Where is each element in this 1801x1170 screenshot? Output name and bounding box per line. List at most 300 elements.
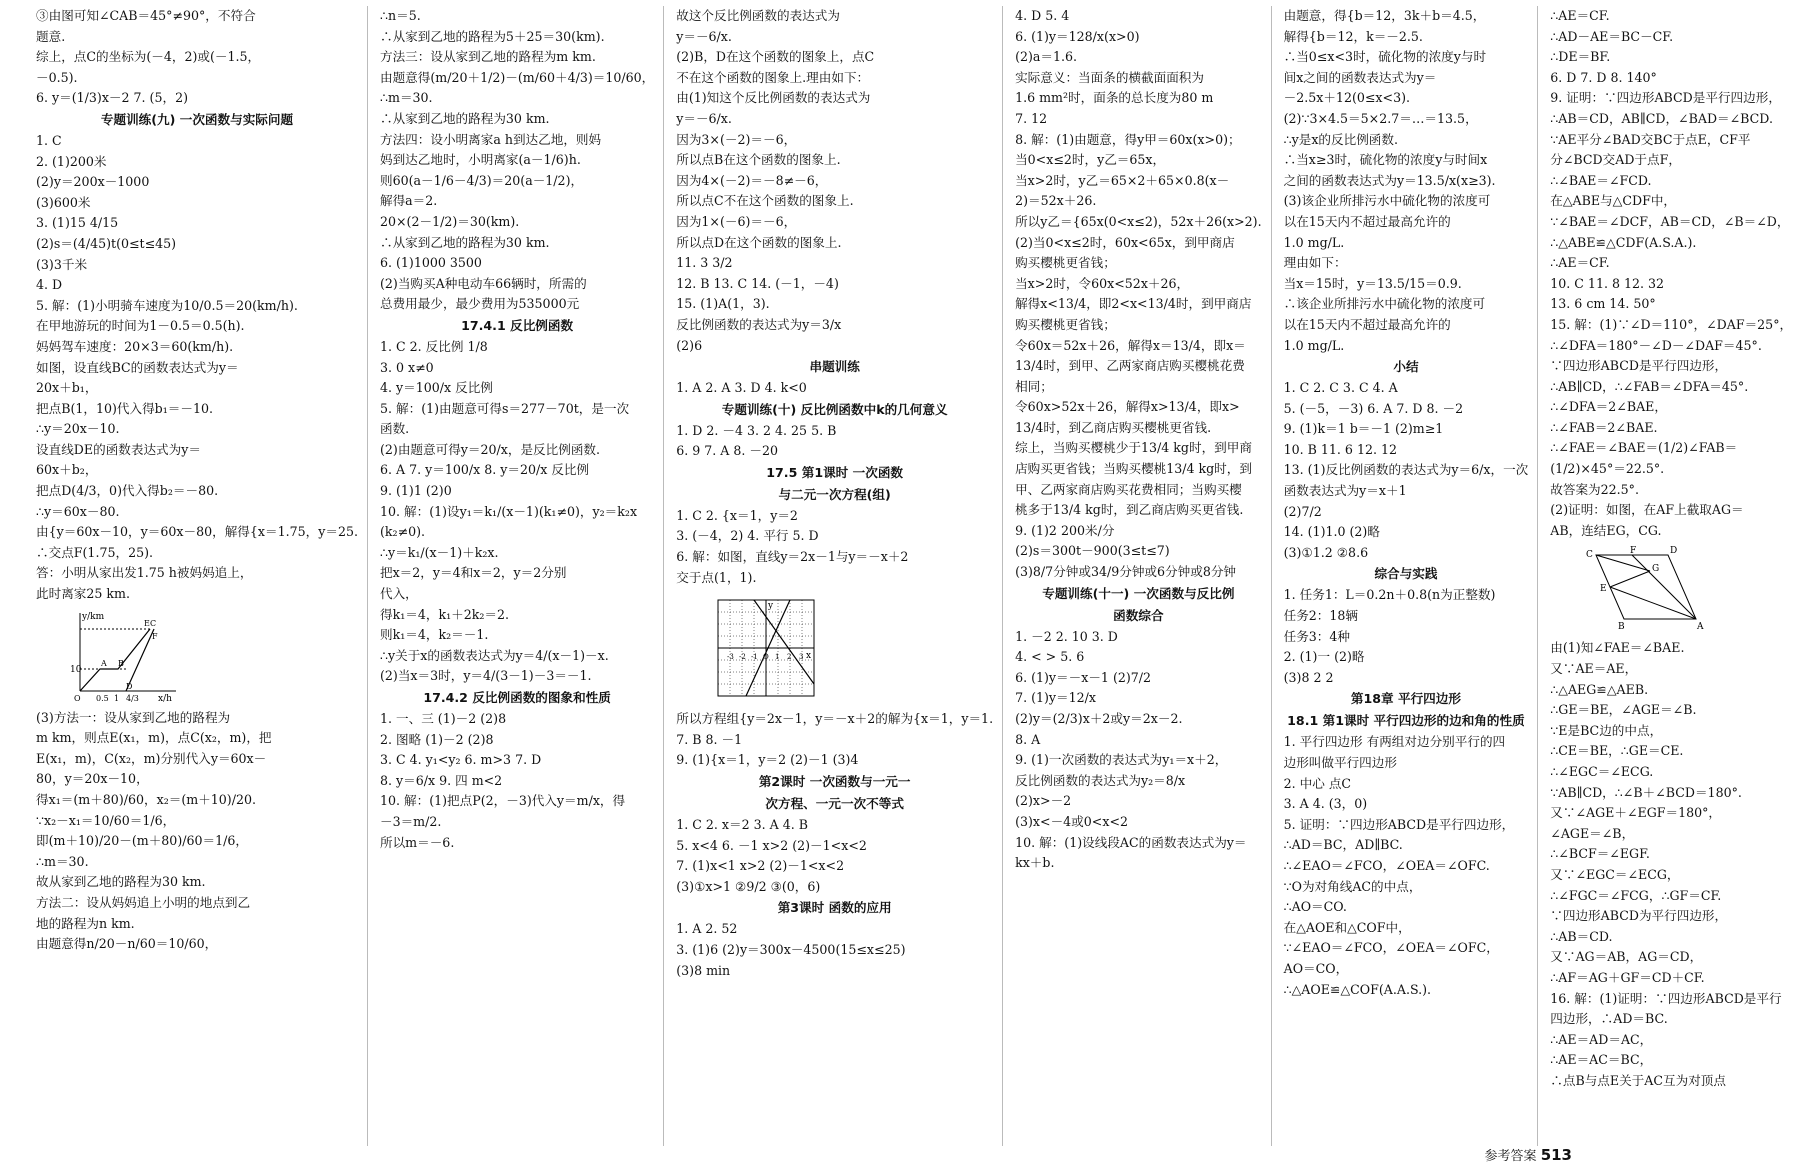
answer-line: E(x₁，m)，C(x₂，m)分别代入y＝60x－ <box>36 750 267 766</box>
section-heading: 18.1 第1课时 平行四边形的边和角的性质 <box>1287 713 1525 729</box>
answer-line: －3＝m/2. <box>379 813 442 829</box>
page-footer <box>1485 1145 1572 1164</box>
answer-line: 因为4×(－2)＝－8≠－6， <box>676 172 828 188</box>
answer-line: 1. A 2. 52 <box>676 921 738 937</box>
answer-line: 方法三：设从家到乙地的路程为m km. <box>379 49 596 65</box>
answer-column <box>1537 6 1801 1146</box>
answer-line: 则k₁＝4，k₂＝－1. <box>379 627 489 643</box>
section-heading: 串题训练 <box>809 359 860 375</box>
grid-tick: 3 <box>799 653 804 662</box>
answer-line: 20×(2－1/2)＝30(km). <box>379 213 520 229</box>
distance-time-graph <box>70 609 180 704</box>
answer-line: ∴y关于x的函数表达式为y＝4/(x－1)－x. <box>379 647 609 663</box>
answer-line: 当0<x≤2时，y乙＝65x， <box>1015 152 1166 168</box>
answer-line: ∵四边形ABCD为平行四边形， <box>1550 908 1728 924</box>
answer-line: 店购买更省钱；当购买樱桃13/4 kg时，到 <box>1015 461 1252 477</box>
answer-line: 总费用最少，最少费用为535000元 <box>379 296 580 312</box>
grid-tick: 1 <box>775 653 780 662</box>
answer-line: 15. (1)A(1，3). <box>676 296 770 312</box>
answer-line: 所以方程组{y＝2x－1，y＝－x＋2的解为{x＝1，y＝1. <box>676 711 994 727</box>
answer-line: ∴AO＝CO. <box>1283 899 1347 915</box>
answer-line: (2)当0<x≤2时，60x<65x，到甲商店 <box>1015 234 1235 250</box>
answer-line: 又∵∠EGC＝∠ECG， <box>1550 866 1680 882</box>
answer-line: 综上，当购买樱桃少于13/4 kg时，到甲商 <box>1015 440 1252 456</box>
graph-x-tick: 0.5 <box>96 693 109 703</box>
answer-line: (3)8 min <box>676 962 731 978</box>
answer-line: (2)6 <box>676 337 703 353</box>
answer-line: 在△ABE与△CDF中， <box>1550 193 1677 209</box>
answer-line: 3. (1)6 (2)y＝300x－4500(15≤x≤25) <box>676 942 906 957</box>
answer-line: (2)s＝300t－900(3≤t≤7) <box>1015 543 1170 559</box>
answer-line: －0.5). <box>36 69 78 85</box>
answer-line: 16. 解：(1)证明：∵四边形ABCD是平行 <box>1550 990 1782 1006</box>
answer-line: (3)方法一：设从家到乙地的路程为 <box>36 709 231 725</box>
section-heading: 综合与实践 <box>1374 566 1438 582</box>
segment-cg <box>1596 555 1650 571</box>
answer-line: ∴AB∥CD，∴∠FAB＝∠DFA＝45°. <box>1550 378 1749 394</box>
answer-line: 13/4时，到甲、乙两家商店购买樱桃花费 <box>1015 358 1245 374</box>
answer-line: 又∵AG＝AB，AG＝CD， <box>1550 949 1703 965</box>
answer-line: ∴AE＝CF. <box>1550 8 1610 23</box>
figure <box>710 592 993 705</box>
answer-line: ∵AE平分∠BAD交BC于点E，CF平 <box>1550 131 1751 147</box>
answer-line: 15. 解：(1)∵∠D＝110°，∠DAF＝25°， <box>1550 316 1793 332</box>
section-heading: 专题训练(九) 一次函数与实际问题 <box>100 111 294 127</box>
section-heading: 第2课时 一次函数与一元一 <box>758 774 911 790</box>
answer-line: 10. 解：(1)设线段AC的函数表达式为y＝ <box>1015 834 1247 850</box>
answer-line: 4. D 5. 4 <box>1015 8 1070 23</box>
answer-line: 设直线DE的函数表达式为y＝ <box>36 441 201 457</box>
answer-line: 方法二：设从妈妈追上小明的地点到乙 <box>36 894 251 910</box>
answer-line: AO＝CO， <box>1283 960 1349 976</box>
figure <box>70 609 358 704</box>
parallelogram-point-label: B <box>1618 622 1625 633</box>
answer-line: 3. (－4，2) 4. 平行 5. D <box>676 528 819 544</box>
answer-line: ∴m＝30. <box>36 853 89 869</box>
answer-line: (3)该企业所排污水中硫化物的浓度可 <box>1283 193 1491 209</box>
answer-line: (2)x>－2 <box>1015 793 1072 809</box>
answer-line: 1. 任务1：L＝0.2n＋0.8(n为正整数) <box>1283 587 1496 603</box>
answer-line: 10. C 11. 8 12. 32 <box>1550 275 1665 291</box>
answer-line: 得x₁＝(m＋80)/60，x₂＝(m＋10)/20. <box>36 792 256 807</box>
answer-line: ∴从家到乙地的路程为5＋25＝30(km). <box>379 28 605 44</box>
answer-line: (3)3千米 <box>36 256 88 272</box>
graph-point-label: C <box>150 618 157 628</box>
answer-column <box>367 6 663 1146</box>
answer-line: ∵x₂－x₁＝10/60＝1/6， <box>36 812 176 828</box>
answer-line: 10. 解：(1)把点P(2，－3)代入y＝m/x，得 <box>379 793 626 809</box>
answer-line: ∴AF＝AG＋GF＝CD＋CF. <box>1550 969 1705 985</box>
answer-line: 实际意义：当面条的横截面面积为 <box>1015 69 1204 85</box>
parallelogram-figure <box>1584 545 1704 631</box>
answer-line: 1. －2 2. 10 3. D <box>1015 628 1118 644</box>
answer-line: 5. (－5，－3) 6. A 7. D 8. －2 <box>1283 400 1464 416</box>
answer-line: －2.5x＋12(0≤x<3). <box>1283 90 1411 106</box>
answer-line: 题意. <box>36 28 66 44</box>
answer-line: 1.0 mg/L. <box>1283 234 1345 250</box>
answer-line: 所以m＝－6. <box>379 834 455 850</box>
answer-line: 令60x＝52x＋26，解得x＝13/4，即x＝ <box>1015 337 1246 353</box>
answer-line: 2. 中心 点C <box>1283 775 1352 791</box>
grid-tick: -1 <box>751 653 759 662</box>
answer-line: 购买樱桃更省钱； <box>1015 316 1116 332</box>
answer-line: 甲、乙两家商店购买花费相同；当购买樱 <box>1015 481 1242 497</box>
answer-line: 6. 9 7. A 8. －20 <box>676 443 779 459</box>
answer-line: (3)8/7分钟或34/9分钟或6分钟或8分钟 <box>1015 564 1237 580</box>
answer-line: ∴△AEG≌△AEB. <box>1550 681 1649 697</box>
answer-line: 1. 一、三 (1)－2 (2)8 <box>379 711 507 726</box>
answer-line: 妈到达乙地时，小明离家(a－1/6)h. <box>379 152 581 168</box>
answer-line: ∵四边形ABCD是平行四边形， <box>1550 358 1728 374</box>
answer-line: 函数表达式为y＝x＋1 <box>1283 483 1407 499</box>
answer-line: 7. 12 <box>1015 110 1048 126</box>
answer-line: 60x＋b₂， <box>36 462 98 478</box>
answer-line: 1. D 2. －4 3. 2 4. 25 5. B <box>676 422 837 438</box>
answer-line: 4. < > 5. 6 <box>1015 649 1085 665</box>
answer-line: 1. C <box>36 132 62 148</box>
answer-line: 20x＋b₁， <box>36 380 98 396</box>
answer-line: ∴GE＝BE，∠AGE＝∠B. <box>1550 702 1697 718</box>
answer-line: ∴AE＝CF. <box>1550 255 1610 271</box>
answer-line: 2. (1)一 (2)略 <box>1283 649 1365 665</box>
graph-x-tick: 4/3 <box>126 693 139 703</box>
answer-line: y＝－6/x. <box>676 110 732 126</box>
answer-line: 9. 证明：∵四边形ABCD是平行四边形， <box>1550 90 1781 106</box>
answer-line: 地的路程为n km. <box>36 915 135 931</box>
answer-line: (2)B，D在这个函数的图象上，点C <box>676 49 875 65</box>
answer-line: 7. (1)x<1 x>2 (2)－1<x<2 <box>676 858 845 874</box>
answer-line: 把点B(1，10)代入得b₁＝－10. <box>36 400 214 416</box>
answer-line: 因为1×(－6)＝－6， <box>676 213 797 229</box>
graph-point-label: D <box>126 681 133 691</box>
answer-line: 5. x<4 6. －1 x>2 (2)－1<x<2 <box>676 837 867 853</box>
answer-line: ∠AGE＝∠B， <box>1550 825 1635 841</box>
answer-column <box>8 6 367 1146</box>
answer-line: 2. (1)200米 <box>36 153 107 169</box>
answer-line: 任务2：18辆 <box>1283 608 1359 624</box>
answer-line: 即(m＋10)/20－(m＋80)/60＝1/6， <box>36 833 248 849</box>
answer-line: ∴AD＝BC，AD∥BC. <box>1283 837 1403 853</box>
answer-line: ∴AB＝CD. <box>1550 928 1613 944</box>
answer-line: 4. y＝100/x 反比例 <box>379 380 493 396</box>
answer-line: (2)当x＝3时，y＝4/(3－1)－3＝－1. <box>379 668 592 684</box>
footer-label: 参考答案 <box>1484 1149 1537 1164</box>
answer-line: (3)①1.2 ②8.6 <box>1283 544 1369 560</box>
section-heading: 函数综合 <box>1113 607 1164 623</box>
answer-line: (2)证明：如图，在AF上截取AG＝ <box>1550 502 1744 518</box>
graph-point-label: A <box>101 658 107 668</box>
answer-line: 2. 图略 (1)－2 (2)8 <box>379 731 494 747</box>
parallelogram-point-label: G <box>1652 564 1660 575</box>
answer-line: 四边形，∴AD＝BC. <box>1550 1011 1668 1027</box>
answer-line: ∵∠BAE＝∠DCF，AB＝CD，∠B＝∠D， <box>1550 213 1790 229</box>
answer-line: 1.0 mg/L. <box>1283 337 1345 353</box>
answer-line: 购买樱桃更省钱； <box>1015 255 1116 271</box>
answer-line: 6. (1)1000 3500 <box>379 255 482 271</box>
answer-line: (3)8 2 2 <box>1283 669 1334 685</box>
answer-line: ∴CE＝BE，∴GE＝CE. <box>1550 743 1684 759</box>
answer-line: 所以点C不在这个函数的图象上. <box>676 193 854 209</box>
coordinate-grid <box>710 592 820 702</box>
answer-line: m km，则点E(x₁，m)，点C(x₂，m)，把 <box>36 730 272 746</box>
answer-line: 反比例函数的表达式为y₂＝8/x <box>1015 772 1186 788</box>
answer-line: 由{y＝60x－10，y＝60x－80，解得{x＝1.75，y＝25. <box>36 524 358 540</box>
answer-line: 当x>2时，令60x<52x＋26， <box>1015 275 1190 291</box>
answer-line: 1. A 2. A 3. D 4. k<0 <box>676 380 807 396</box>
answer-line: ∴DE＝BF. <box>1550 49 1611 65</box>
answer-line: 故从家到乙地的路程为30 km. <box>36 874 206 890</box>
answer-line: 把x＝2，y＝4和x＝2，y＝2分别 <box>379 565 567 581</box>
graph-point-label: E <box>144 618 150 628</box>
parallelogram-point-label: D <box>1670 546 1678 557</box>
answer-column <box>663 6 1002 1146</box>
answer-line: 7. B 8. －1 <box>676 731 743 747</box>
answer-line: 11. 3 3/2 <box>676 255 733 271</box>
answer-line: 函数. <box>379 421 410 437</box>
answer-line: 任务3：4种 <box>1283 628 1351 644</box>
answer-line: 反比例函数的表达式为y＝3/x <box>676 316 842 332</box>
parallelogram-point-label: A <box>1697 622 1704 633</box>
answer-line: (2)7/2 <box>1283 503 1322 519</box>
segment-eg <box>1610 571 1650 587</box>
answer-column <box>1271 6 1538 1146</box>
answer-line: 又∵∠AGE＋∠EGF＝180°， <box>1550 805 1722 821</box>
parallelogram-point-label: E <box>1600 584 1607 595</box>
answer-line: 5. 解：(1)小明骑车速度为10/0.5＝20(km/h). <box>36 297 298 313</box>
answer-line: ∴当x≥3时，硫化物的浓度y与时间x <box>1283 152 1488 168</box>
answer-line: ∵∠EAO＝∠FCO，∠OEA＝∠OFC， <box>1283 940 1499 956</box>
answer-line: 由题意得n/20－n/60＝10/60， <box>36 936 218 952</box>
answer-line: 所以y乙＝{65x(0<x≤2)，52x＋26(x>2). <box>1015 213 1262 229</box>
answer-line: 所以点D在这个函数的图象上. <box>676 234 842 250</box>
answer-line: (3)x<－4或0<x<2 <box>1015 813 1129 829</box>
answer-line: ∴∠BAE＝∠FCD. <box>1550 172 1652 188</box>
answer-line: ∴从家到乙地的路程为30 km. <box>379 234 550 250</box>
answer-line: 5. 证明：∵四边形ABCD是平行四边形， <box>1283 816 1515 832</box>
parallelogram-point-label: C <box>1586 550 1594 561</box>
answer-line: 由题意得(m/20＋1/2)－(m/60＋4/3)＝10/60， <box>379 69 655 85</box>
answer-line: ∵AB∥CD，∴∠B＋∠BCD＝180°. <box>1550 784 1742 800</box>
answer-line: 1. 平行四边形 有两组对边分别平行的四 <box>1283 734 1506 750</box>
answer-column <box>1002 6 1271 1146</box>
answer-line: 由题意，得{b＝12，3k＋b＝4.5， <box>1283 8 1486 23</box>
answer-line: (3)600米 <box>36 194 91 210</box>
segment-ae <box>1610 587 1696 619</box>
section-heading: 专题训练(十) 反比例函数中k的几何意义 <box>721 401 948 417</box>
section-heading: 17.4.1 反比例函数 <box>461 317 574 333</box>
answer-line: 1. C 2. {x＝1，y＝2 <box>676 507 798 523</box>
section-heading: 17.4.2 反比例函数的图象和性质 <box>423 690 611 705</box>
answer-line: 6. 解：如图，直线y＝2x－1与y＝－x＋2 <box>676 549 909 565</box>
section-heading: 17.5 第1课时 一次函数 <box>766 464 904 480</box>
answer-line: y＝－6/x. <box>676 28 732 44</box>
figure <box>1584 545 1792 634</box>
answer-line: ∴∠DFA＝180°－∠D－∠DAF＝45°. <box>1550 337 1762 353</box>
answer-line: 边形叫做平行四边形 <box>1283 755 1397 770</box>
answer-line: ∴交点F(1.75，25). <box>36 544 154 560</box>
answer-line: (2)当购买A种电动车66辆时，所需的 <box>379 275 587 291</box>
answer-line: 不在这个函数的图象上.理由如下： <box>676 69 870 85</box>
answer-line: 9. (1)一次函数的表达式为y₁＝x＋2， <box>1015 752 1228 768</box>
answer-line: 故答案为22.5°. <box>1550 481 1639 497</box>
answer-line: 3. 0 x≠0 <box>379 359 434 375</box>
answer-line: 当x＝15时，y＝13.5/15＝0.9. <box>1283 275 1462 291</box>
answer-line: ∵O为对角线AC的中点， <box>1283 878 1422 894</box>
graph-y-tick: 10 <box>70 664 82 675</box>
answer-line: AB，连结EG，CG. <box>1550 522 1662 538</box>
answer-line: 分∠BCD交AD于点F， <box>1550 152 1681 168</box>
answer-line: ∴AE＝AD＝AC， <box>1550 1031 1653 1047</box>
answer-line: 8. A <box>1015 731 1041 747</box>
answer-line: kx＋b. <box>1015 855 1055 871</box>
columns <box>8 6 1793 1146</box>
answer-line: 10. 解：(1)设y₁＝k₁/(x－1)(k₁≠0)，y₂＝k₂x <box>379 503 638 519</box>
answer-line: 6. A 7. y＝100/x 8. y＝20/x 反比例 <box>379 462 590 478</box>
answer-line: (1/2)×45°＝22.5°. <box>1550 461 1665 477</box>
answer-line: 解得x<13/4，即2<x<13/4时，到甲商店 <box>1015 296 1252 312</box>
answer-line: 8. y＝6/x 9. 四 m<2 <box>379 772 503 788</box>
answer-line: ∴∠BCF＝∠EGF. <box>1550 846 1650 862</box>
answer-line: 6. (1)y＝－x－1 (2)7/2 <box>1015 669 1152 685</box>
answer-line: 解得a＝2. <box>379 193 438 209</box>
answer-line: 以在15天内不超过最高允许的 <box>1283 213 1451 229</box>
answer-line: ∴m＝30. <box>379 90 433 106</box>
answer-line: ∴从家到乙地的路程为30 km. <box>379 110 550 126</box>
answer-line: 答：小明从家出发1.75 h被妈妈追上， <box>36 565 253 581</box>
page-number: 513 <box>1540 1146 1572 1164</box>
section-heading: 小结 <box>1393 359 1419 375</box>
answer-line: 此时离家25 km. <box>36 586 130 602</box>
answer-line: 之间的函数表达式为y＝13.5/x(x≥3). <box>1283 172 1496 188</box>
answer-line: 由(1)知∠FAE＝∠BAE. <box>1550 640 1685 656</box>
answer-line: 13. (1)反比例函数的表达式为y＝6/x，一次 <box>1283 462 1529 478</box>
graph-x-tick: O <box>74 693 81 703</box>
answer-line: (2)s＝(4/45)t(0≤t≤45) <box>36 235 177 251</box>
answer-line: 令60x>52x＋26，解得x>13/4，即x> <box>1015 399 1240 415</box>
answer-line: 9. (1){x＝1，y＝2 (2)－1 (3)4 <box>676 752 859 768</box>
answer-line: 12. B 13. C 14. (－1，－4) <box>676 275 839 291</box>
answer-line: 6. y＝(1/3)x－2 7. (5，2) <box>36 90 188 106</box>
answer-line: 间x之间的函数表达式为y＝ <box>1283 69 1437 85</box>
answer-line: (2)y＝(2/3)x＋2或y＝2x－2. <box>1015 711 1183 726</box>
answer-line: 交于点(1，1). <box>676 569 757 585</box>
answer-line: 得k₁＝4，k₁＋2k₂＝2. <box>379 606 510 622</box>
answer-line: ∴△AOE≌△COF(A.A.S.). <box>1283 981 1432 997</box>
answer-line: 理由如下： <box>1283 255 1347 271</box>
answer-line: ∴当0≤x<3时，硫化物的浓度y与时 <box>1283 49 1487 65</box>
answer-line: 方法四：设小明离家a h到达乙地，则妈 <box>379 131 602 147</box>
answer-line: ∴AE＝AC＝BC， <box>1550 1052 1653 1068</box>
answer-line: 1. C 2. 反比例 1/8 <box>379 338 488 354</box>
answer-line: 由(1)知这个反比例函数的表达式为 <box>676 90 871 106</box>
answer-line: ∵E是BC边的中点， <box>1550 722 1663 738</box>
answer-line: ③由图可知∠CAB＝45°≠90°，不符合 <box>36 8 256 23</box>
answer-line: ∴y＝k₁/(x－1)＋k₂x. <box>379 544 499 560</box>
answer-line: ∴y＝20x－10. <box>36 421 120 437</box>
section-heading: 次方程、一元一次不等式 <box>765 796 904 812</box>
segment-af <box>1632 555 1696 619</box>
answer-line: 在甲地游玩的时间为1－0.5＝0.5(h). <box>36 318 245 334</box>
answer-line: 3. (1)15 4/15 <box>36 215 119 231</box>
answer-line: ∴该企业所排污水中硫化物的浓度可 <box>1283 296 1486 312</box>
answer-line: 把点D(4/3，0)代入得b₂＝－80. <box>36 483 219 499</box>
answer-line: 6. (1)y＝128/x(x>0) <box>1015 28 1140 44</box>
answer-line: (2)∵3×4.5＝5×2.7＝…＝13.5， <box>1283 110 1478 126</box>
answer-line: 6. D 7. D 8. 140° <box>1550 69 1657 85</box>
grid-tick: -2 <box>739 653 747 662</box>
answer-line: 1. C 2. x＝2 3. A 4. B <box>676 817 809 833</box>
answer-line: 80，y＝20x－10， <box>36 771 149 787</box>
answer-line: 14. (1)1.0 (2)略 <box>1283 524 1380 540</box>
answer-line: 妈妈驾车速度：20×3＝60(km/h). <box>36 338 234 354</box>
answer-line: ∴∠FGC＝∠FCG，∴GF＝CF. <box>1550 887 1722 903</box>
answer-line: ∴点B与点E关于AC互为对顶点 <box>1550 1072 1726 1088</box>
answer-line: 5. 解：(1)由题意可得s＝277－70t，是一次 <box>379 400 630 416</box>
answer-line: ∴y＝60x－80. <box>36 503 120 519</box>
answer-line: 又∵AE＝AE， <box>1550 661 1638 677</box>
grid-tick: -3 <box>727 653 735 662</box>
answer-line: 10. B 11. 6 12. 12 <box>1283 441 1398 457</box>
answer-line: 代入， <box>379 586 418 602</box>
graph-point-label: F <box>152 631 158 641</box>
grid-tick: 2 <box>787 653 792 662</box>
answer-line: ∴∠DFA＝2∠BAE， <box>1550 399 1667 415</box>
answer-line: 故这个反比例函数的表达式为 <box>676 8 840 23</box>
parallelogram-point-label: F <box>1630 546 1637 557</box>
answer-line: 8. 解：(1)由题意，得y甲＝60x(x>0)； <box>1015 131 1241 147</box>
graph-x-label: x/h <box>158 693 172 704</box>
answer-line: 解得{b＝12，k＝－2.5. <box>1283 28 1423 44</box>
answer-line: (k₂≠0). <box>379 524 426 540</box>
grid-tick: O <box>763 653 769 662</box>
answer-line: 3. A 4. (3，0) <box>1283 796 1368 812</box>
answer-line: 则60(a－1/6－4/3)＝20(a－1/2)， <box>379 172 584 188</box>
answer-line: 相同； <box>1015 378 1053 394</box>
graph-y-label: y/km <box>82 611 105 622</box>
section-heading: 第3课时 函数的应用 <box>777 900 892 916</box>
section-heading: 专题训练(十一) 一次函数与反比例 <box>1042 585 1235 601</box>
answer-line: 综上，点C的坐标为(－4，2)或(－1.5， <box>36 49 261 65</box>
answer-line: ∴AD－AE＝BC－CF. <box>1550 28 1674 44</box>
graph-x-tick: 1 <box>114 693 120 703</box>
answer-line: ∴∠FAE＝∠BAE＝(1/2)∠FAB＝ <box>1550 440 1738 456</box>
answer-line: ∴AB＝CD，AB∥CD，∠BAD＝∠BCD. <box>1550 110 1773 126</box>
answer-line: ∴∠EGC＝∠ECG. <box>1550 764 1654 779</box>
grid-x-label: x <box>806 651 812 662</box>
answer-line: 2)＝52x＋26. <box>1015 193 1097 209</box>
answer-line: 9. (1)2 200米/分 <box>1015 522 1115 538</box>
section-heading: 第18章 平行四边形 <box>1350 691 1461 707</box>
answer-line: ∴∠FAB＝2∠BAE. <box>1550 419 1658 435</box>
answer-line: ∴∠EAO＝∠FCO，∠OEA＝∠OFC. <box>1283 857 1490 873</box>
answer-line: 4. D <box>36 277 63 293</box>
answer-line: 桃多于13/4 kg时，到乙商店购买更省钱. <box>1015 502 1244 518</box>
answer-line: 13/4时，到乙商店购买樱桃更省钱. <box>1015 419 1212 435</box>
section-heading: 与二元一次方程(组) <box>778 486 891 502</box>
answer-line: (2)a＝1.6. <box>1015 49 1078 65</box>
answer-line: 3. C 4. y₁<y₂ 6. m>3 7. D <box>379 752 542 768</box>
answer-line: 9. (1)1 (2)0 <box>379 483 452 499</box>
answer-line: ∴y是x的反比例函数. <box>1283 131 1398 147</box>
answer-line: 13. 6 cm 14. 50° <box>1550 296 1656 312</box>
answer-line: ∴△ABE≌△CDF(A.S.A.). <box>1550 234 1697 250</box>
answer-line: 在△AOE和△COF中， <box>1283 919 1411 935</box>
answer-line: ∴n＝5. <box>379 8 421 23</box>
grid-y-label: y <box>768 601 774 612</box>
answer-line: 当x>2时，y乙＝65×2＋65×0.8(x－ <box>1015 172 1230 188</box>
answer-line: (2)y＝200x－1000 <box>36 174 150 190</box>
answer-line: 1.6 mm²时，面条的总长度为80 m <box>1015 90 1214 106</box>
